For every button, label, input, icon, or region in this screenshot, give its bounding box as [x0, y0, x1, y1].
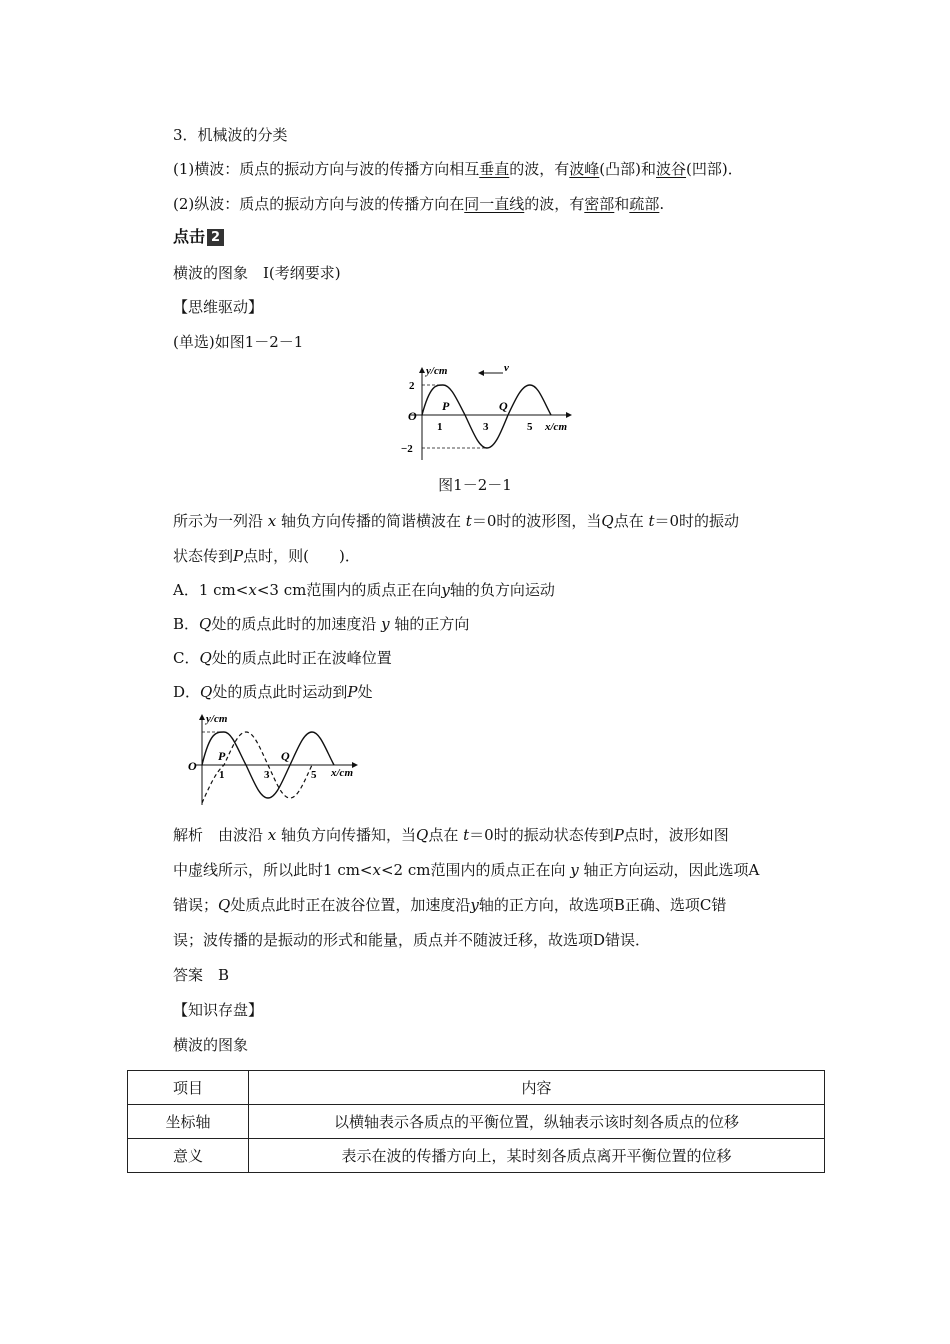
text-span: 点时，波形如图: [623, 826, 729, 844]
text-span: ＝0时的振动: [654, 512, 740, 530]
velocity-label: v: [504, 362, 509, 374]
math-var: y: [441, 581, 450, 599]
text-span: 点在: [613, 512, 649, 530]
text-span: ＝0时的振动状态传到: [469, 826, 614, 844]
text-span: 轴负方向传播的简谐横波在: [276, 512, 466, 530]
text-span: 和: [614, 195, 630, 213]
knowledge-heading: 【知识存盘】: [173, 1001, 264, 1019]
knowledge-table: [127, 1070, 825, 1173]
y-axis-label: y/cm: [206, 713, 228, 725]
text-span: 点在: [428, 826, 464, 844]
transverse-wave-line: [173, 158, 743, 180]
table-cell: 以横轴表示各质点的平衡位置，纵轴表示该时刻各质点的位移: [249, 1105, 825, 1139]
point-label: [173, 226, 224, 248]
underlined-term: 波峰: [569, 160, 600, 178]
text-span: 点时，则( )．: [243, 547, 360, 565]
math-var: y: [570, 861, 579, 879]
figure-caption: 图1－2－1: [438, 476, 512, 494]
analysis-line2: [173, 859, 759, 881]
math-var: x: [248, 581, 257, 599]
wave-figure-1: [395, 360, 585, 466]
table-header-row: [128, 1071, 825, 1105]
text-span: .: [659, 195, 665, 213]
longitudinal-wave-line: [173, 193, 664, 215]
text-span: 处的质点此时的加速度沿: [211, 615, 382, 633]
text-span: 的波，有: [509, 160, 570, 178]
x-tick-5: 5: [311, 769, 317, 781]
math-var: x: [267, 512, 277, 530]
wave-curve-dashed: [202, 732, 312, 803]
x-tick-1: 1: [437, 421, 443, 433]
text-span: 处的质点此时运动到: [212, 683, 348, 701]
text-span: 轴的正方向: [389, 615, 470, 633]
text-span: <2 cm范围内的质点正在向: [380, 861, 571, 879]
analysis-line3: [173, 894, 726, 916]
underlined-term: 垂直: [479, 160, 510, 178]
table-row: [128, 1105, 825, 1139]
topic-title: 横波的图象 Ⅰ(考纲要求): [173, 264, 341, 282]
text-span: 解析 由波沿: [173, 826, 268, 844]
drive-heading: 【思维驱动】: [173, 298, 264, 316]
math-var: x: [267, 826, 277, 844]
text-span: B．: [173, 615, 200, 633]
math-var: P: [233, 547, 244, 565]
text-span: A．1 cm<: [173, 581, 249, 599]
question-body-line2: [173, 545, 360, 567]
table-header-cell: 项目: [128, 1071, 249, 1105]
text-span: (1)横波：质点的振动方向与波的传播方向相互: [173, 160, 480, 178]
text-span: (凹部)．: [686, 160, 743, 178]
point-p-label: P: [442, 399, 450, 413]
analysis-line1: [173, 824, 729, 846]
math-var: t: [463, 826, 470, 844]
point-p-label: P: [218, 749, 226, 763]
text-span: 所示为一列沿: [173, 512, 268, 530]
table-header-cell: 内容: [249, 1071, 825, 1105]
underlined-term: 密部: [584, 195, 615, 213]
text-span: 处的质点此时正在波峰位置: [211, 649, 392, 667]
text-span: D．: [173, 683, 201, 701]
text-span: 中虚线所示，所以此时1 cm<: [173, 861, 373, 879]
text-span: C．: [173, 649, 200, 667]
x-axis-label: x/cm: [331, 767, 353, 779]
option-a: [173, 579, 555, 601]
math-var: t: [465, 512, 472, 530]
text-span: ＝0时的波形图，当: [471, 512, 602, 530]
math-var: y: [381, 615, 390, 633]
table-cell: 意义: [128, 1139, 249, 1173]
math-var: x: [372, 861, 381, 879]
y-tick-2: 2: [409, 380, 415, 392]
text-span: 状态传到: [173, 547, 234, 565]
origin-label: O: [188, 759, 197, 773]
x-tick-5: 5: [527, 421, 533, 433]
text-span: (2)纵波：质点的振动方向与波的传播方向在: [173, 195, 465, 213]
underlined-term: 波谷: [656, 160, 687, 178]
answer: 答案 B: [173, 966, 230, 984]
point-q-label: Q: [499, 399, 508, 413]
option-c: [173, 647, 392, 669]
text-span: <3 cm范围内的质点正在向: [256, 581, 442, 599]
analysis-line4: 误；波传播的是振动的形式和能量，质点并不随波迁移，故选项D错误．: [173, 931, 651, 949]
math-var: t: [648, 512, 655, 530]
text-span: 错误；: [173, 896, 219, 914]
math-var: P: [613, 826, 624, 844]
x-tick-1: 1: [219, 769, 225, 781]
text-span: 处: [357, 683, 373, 701]
y-axis-label: y/cm: [426, 365, 448, 377]
math-var: Q: [416, 826, 429, 844]
question-body-line1: [173, 510, 739, 532]
math-var: Q: [601, 512, 614, 530]
x-tick-3: 3: [264, 769, 270, 781]
table-cell: 表示在波的传播方向上，某时刻各质点离开平衡位置的位移: [249, 1139, 825, 1173]
math-var: Q: [199, 615, 212, 633]
x-tick-3: 3: [483, 421, 489, 433]
text-span: 轴正方向运动，因此选项A: [578, 861, 760, 879]
point-label-text: 点击: [173, 227, 206, 246]
text-span: (凸部)和: [599, 160, 657, 178]
option-b: [173, 613, 469, 635]
table-cell: 坐标轴: [128, 1105, 249, 1139]
math-var: y: [470, 896, 479, 914]
x-axis-label: x/cm: [545, 421, 567, 433]
question-intro: (单选)如图1－2－1: [173, 333, 304, 351]
y-tick-neg2: −2: [401, 443, 413, 455]
option-d: [173, 681, 372, 703]
table-row: [128, 1139, 825, 1173]
math-var: Q: [199, 649, 212, 667]
text-span: 轴负方向传播知，当: [276, 826, 417, 844]
table-title: 横波的图象: [173, 1036, 249, 1054]
text-span: 轴的负方向运动: [449, 581, 555, 599]
math-var: Q: [200, 683, 213, 701]
point-number-badge: 2: [207, 229, 224, 246]
text-span: 的波，有: [524, 195, 585, 213]
text-span: 轴的正方向，故选项B正确、选项C错: [478, 896, 727, 914]
underlined-term: 同一直线: [464, 195, 525, 213]
wave-curve: [422, 385, 551, 448]
point-q-label: Q: [281, 749, 290, 763]
math-var: P: [347, 683, 358, 701]
text-span: 处质点此时正在波谷位置，加速度沿: [230, 896, 471, 914]
origin-label: O: [408, 409, 417, 423]
wave-figure-2: [185, 710, 370, 810]
section-heading: 3．机械波的分类: [173, 126, 288, 144]
underlined-term: 疏部: [629, 195, 660, 213]
math-var: Q: [218, 896, 231, 914]
